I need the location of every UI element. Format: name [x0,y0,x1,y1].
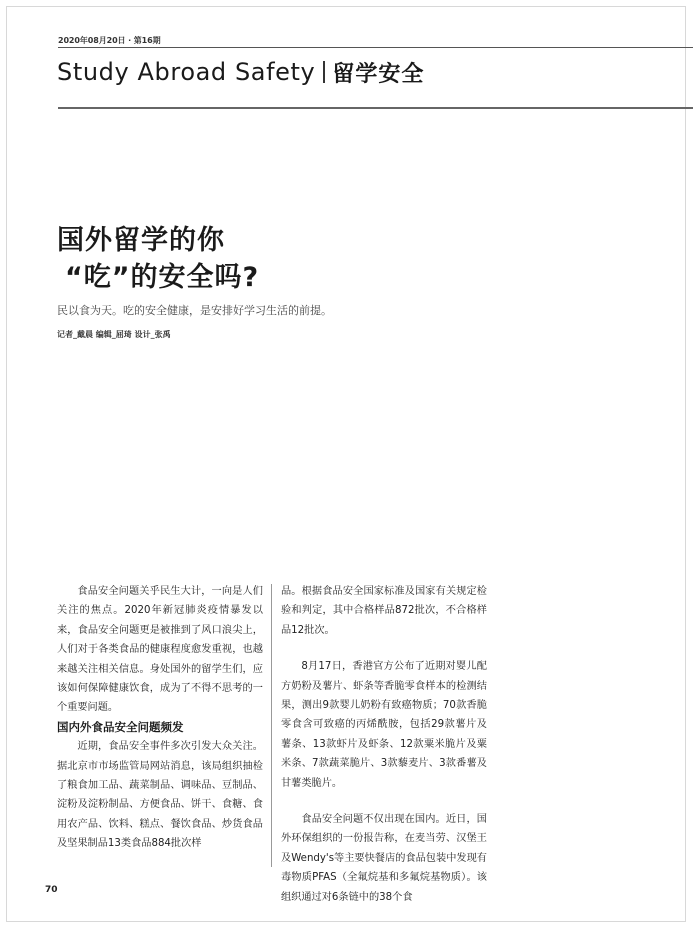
paragraph: 品。根据食品安全国家标准及国家有关规定检验和判定，其中合格样品872批次，不合格样品12批次。 [281,586,487,636]
section-header [57,54,424,90]
section-title-chinese: 留学安全 [332,61,425,87]
article-headline [57,222,259,296]
title-divider [323,61,325,83]
text-column-1 [57,582,263,854]
article-lede: 民以食为天。吃的安全健康，是安排好学习生活的前提。 [57,304,332,317]
column-divider [271,584,272,867]
issue-rule [58,47,693,48]
issue-date: 2020年08月20日 · 第16期 [58,36,161,45]
section-title-english: Study Abroad Safety [57,58,316,86]
paragraph: 近期，食品安全事件多次引发大众关注。据北京市市场监管局网站消息，该局组织抽检了粮食加工品、蔬菜制品、调味品、豆制品、淀粉及淀粉制品、方便食品、饼干、食糖、食用农产品、饮料、糕点、餐饮食品、炒货食品及坚果制品13类食品884批次样 [57,741,263,850]
text-column-2 [281,582,487,907]
paragraph: 8月17日，香港官方公布了近期对婴儿配方奶粉及薯片、虾条等香脆零食样本的检测结果，测出9款婴儿奶粉有致癌物质；70款香脆零食含可致癌的丙烯酰胺，包括29款薯片及薯条、13款虾片及虾条、12款粟米脆片及粟米条、7款蔬菜脆片、3款藜麦片、3款番薯及甘薯类脆片。 [281,661,487,789]
headline-line-1: 国外留学的你 [57,225,225,256]
section-subheading: 国内外食品安全问题频发 [57,719,184,734]
page-number: 70 [45,885,58,895]
header-rule [58,107,693,109]
article-credits: 记者_戴晨 编辑_屈琦 设计_张禹 [57,330,171,339]
paragraph: 食品安全问题关乎民生大计，一向是人们关注的焦点。2020年新冠肺炎疫情暴发以来，食品安全问题更是被推到了风口浪尖上，人们对于各类食品的健康程度愈发重视，也越来越关注相关信息。身处国外的留学生们，应该如何保障健康饮食，成为了不得不思考的一个重要问题。 [57,586,263,714]
paragraph: 食品安全问题不仅出现在国内。近日，国外环保组织的一份报告称，在麦当劳、汉堡王及Wendy's等主要快餐店的食品包装中发现有毒物质PFAS（全氟烷基和多氟烷基物质）。该组织通过对6条链中的38个食 [281,814,487,903]
headline-line-2: “吃”的安全吗? [65,262,260,293]
